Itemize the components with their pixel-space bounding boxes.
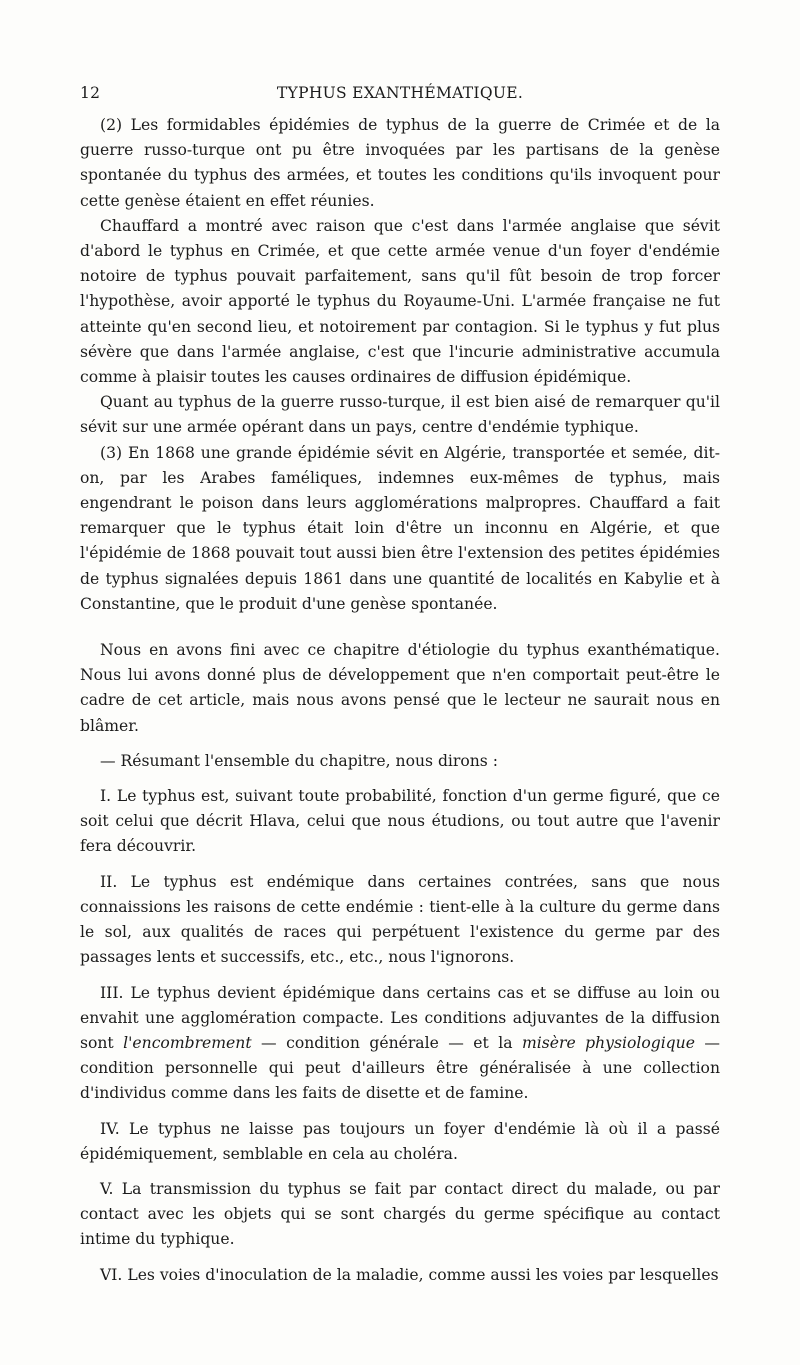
- summary-point-3-text-a: III. Le typhus devient épidémique dans certains cas et se diffuse au loin ou envahit une agglomération compacte. Les conditions adjuvantes de la diffusion sont: [80, 983, 720, 1052]
- summary-point-5: V. La transmission du typhus se fait par contact direct du malade, ou par contact avec les objets qui se sont chargés du germe spécifique au contact intime du typhique.: [80, 1179, 720, 1249]
- summary-point-3-emphasis-misere: misère physiologique: [521, 1033, 695, 1052]
- note-3-paragraph: (3) En 1868 une grande épidémie sévit en Algérie, transportée et semée, dit-on, par les Arabes faméliques, indemnes eux-mêmes de typhus, mais engendrant le poison dans leurs agglomérations malpropres. Chauffard a fait remarquer que le typhus était loin d'être un inconnu en Algérie, et que l'épidémie de 1868 pouvait tout aussi bien être l'extension des petites épidémies de typhus signalées depuis 1861 dans une quantité de localités en Kabylie et à Constantine, que le produit d'une genèse spontanée.: [80, 443, 720, 613]
- running-header: [80, 84, 720, 104]
- running-title: TYPHUS EXANTHÉMATIQUE.: [276, 84, 524, 102]
- summary-intro: — Résumant l'ensemble du chapitre, nous dirons :: [100, 751, 499, 770]
- summary-point-3-text-b: — condition générale — et la: [251, 1033, 522, 1052]
- summary-point-2: II. Le typhus est endémique dans certaines contrées, sans que nous connaissions les raisons de cette endémie : tient-elle à la culture du germe dans le sol, aux qualités de races qui perpétuent l'existence du germe par des passages lents et successifs, etc., etc., nous l'ignorons.: [80, 872, 720, 967]
- note-2-paragraph: (2) Les formidables épidémies de typhus de la guerre de Crimée et de la guerre russo-turque ont pu être invoquées par les partisans de la genèse spontanée du typhus des armées, et toutes les conditions qu'ils invoquent pour cette genèse étaient en effet réunies.: [80, 116, 720, 210]
- russo-turkish-paragraph: Quant au typhus de la guerre russo-turque, il est bien aisé de remarquer qu'il sévit sur une armée opérant dans un pays, centre d'endémie typhique.: [80, 393, 720, 437]
- chapter-conclusion-paragraph: Nous en avons fini avec ce chapitre d'étiologie du typhus exanthématique. Nous lui avons donné plus de développement que n'en comportait peut-être le cadre de cet article, mais nous avons pensé que le lecteur ne saurait nous en blâmer.: [80, 641, 720, 735]
- summary-point-3-text-c: — condition personnelle qui peut d'ailleurs être généralisée à une collection d'individus comme dans les faits de disette et de famine.: [80, 1033, 720, 1103]
- summary-point-1: I. Le typhus est, suivant toute probabilité, fonction d'un germe figuré, que ce soit celui que décrit Hlava, celui que nous étudions, ou tout autre que l'avenir fera découvrir.: [80, 787, 720, 856]
- summary-point-6: VI. Les voies d'inoculation de la maladie, comme aussi les voies par lesquelles: [100, 1265, 719, 1284]
- summary-point-3-emphasis-encombrement: l'encombrement: [123, 1033, 252, 1052]
- page-number: 12: [80, 84, 101, 102]
- summary-point-3: [80, 981, 720, 1107]
- chauffard-paragraph: Chauffard a montré avec raison que c'est dans l'armée anglaise que sévit d'abord le typhus en Crimée, et que cette armée venue d'un foyer d'endémie notoire de typhus pouvait parfaitement, sans qu'il fût besoin de trop forcer l'hypothèse, avoir apporté le typhus du Royaume-Uni. L'armée française ne fut atteinte qu'en second lieu, et notoirement par contagion. Si le typhus y fut plus sévère que dans l'armée anglaise, c'est que l'incurie administrative accumula comme à plaisir toutes les causes ordinaires de diffusion épidémique.: [80, 216, 720, 387]
- page-body: [80, 113, 720, 1288]
- summary-point-4: IV. Le typhus ne laisse pas toujours un foyer d'endémie là où il a passé épidémiquement, semblable en cela au choléra.: [80, 1119, 720, 1163]
